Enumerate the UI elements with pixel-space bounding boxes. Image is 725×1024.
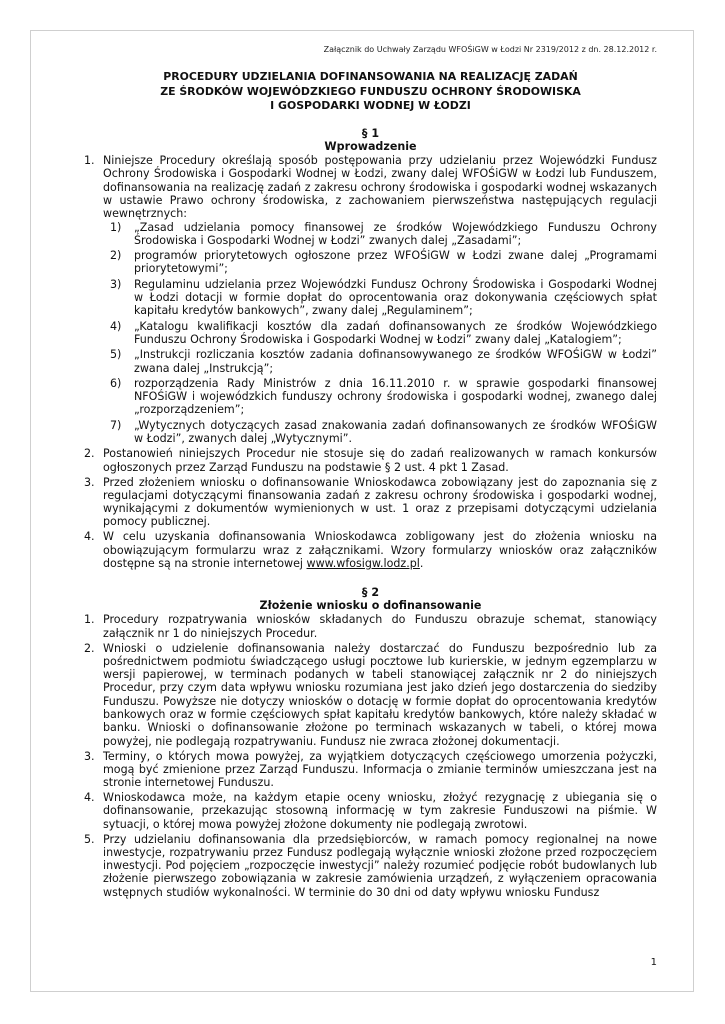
document-body — [84, 70, 657, 901]
item-text: Przed złożeniem wniosku o dofinansowanie Wnioskodawca zobowiązany jest do zapoznania się z regulacjami dotyczącymi finansowania zadań z zakresu ochrony środowiska i gospodarki wodnej, wynikającymi z dokumentów wymienionych w ust. 1 oraz z przepisami dotyczącymi udzielania pomocy publicznej. — [103, 475, 657, 529]
section-1-number: § 1 — [361, 126, 380, 140]
item-text: Przy udzielaniu dofinansowania dla przedsiębiorców, w ramach pomocy regionalnej na nowe inwestycje, rozpatrywaniu przez Fundusz podlegają wyłącznie wnioski złożone przed rozpoczęciem inwestycji. Pod pojęciem „rozpoczęcie inwestycji” należy rozumieć podjęcie robót budowlanych lub złożenie pierwszego zobowiązania w zakresie zamówienia urządzeń, z wyłączeniem opracowania wstępnych studiów wykonalności. W terminie do 30 dni od daty wpływu wniosku Fundusz — [103, 832, 657, 899]
item-number: 2. — [84, 641, 95, 655]
sub-item-number: 4) — [110, 319, 122, 333]
item-text: Procedury rozpatrywania wniosków składanych do Funduszu obrazuje schemat, stanowiący załącznik nr 1 do niniejszych Procedur. — [103, 613, 657, 640]
list-item — [84, 476, 657, 529]
sub-item-text: „Instrukcji rozliczania kosztów zadania dofinansowywanego ze środków WFOŚiGW w Łodzi” zwana dalej „Instrukcją”; — [134, 348, 657, 375]
document-title — [84, 70, 657, 114]
item-number: 4. — [84, 530, 95, 544]
list-item — [84, 750, 657, 790]
section-gap — [84, 572, 657, 586]
sub-list-item — [110, 348, 657, 375]
section-2-number: § 2 — [361, 585, 380, 599]
title-line-2: ZE ŚRODKÓW WOJEWÓDZKIEGO FUNDUSZU OCHRONY ŚRODOWISKA — [160, 84, 581, 98]
sub-item-number: 2) — [110, 249, 122, 263]
title-line-3: I GOSPODARKI WODNEJ W ŁODZI — [270, 99, 471, 112]
sub-list-item — [110, 377, 657, 417]
list-item — [84, 447, 657, 474]
item-text: Niniejsze Procedury określają sposób postępowania przy udzielaniu przez Wojewódzki Fundusz Ochrony Środowiska i Gospodarki Wodnej w Łodzi, zwany dalej WFOŚiGW w Łodzi lub Funduszem, dofinansowania na realizację zadań z zakresu ochrony środowiska i gospodarki wodnej wskazanych w ustawie Prawo ochrony środowiska, z zachowaniem pierwszeństwa następujących regulacji wewnętrznych: — [103, 154, 657, 221]
page-number: 1 — [650, 957, 657, 968]
sub-item-number: 5) — [110, 348, 122, 362]
list-item — [84, 154, 657, 445]
item-number: 5. — [84, 832, 95, 846]
header-note: Załącznik do Uchwały Zarządu WFOŚiGW w Łodzi Nr 2319/2012 z dn. 28.12.2012 r. — [323, 45, 657, 54]
sub-item-number: 7) — [110, 418, 122, 432]
list-item — [84, 613, 657, 640]
section-1-list — [84, 154, 657, 570]
sub-list-item — [110, 320, 657, 347]
item-number: 1. — [84, 613, 95, 627]
sub-list-item — [110, 249, 657, 276]
item-number: 3. — [84, 475, 95, 489]
item-number: 1. — [84, 154, 95, 168]
item-number: 3. — [84, 749, 95, 763]
list-item — [84, 642, 657, 748]
sub-item-text: programów priorytetowych ogłoszone przez WFOŚiGW w Łodzi zwane dalej „Programami priorytetowymi”; — [134, 249, 657, 276]
item-number: 4. — [84, 791, 95, 805]
item-text: W celu uzyskania dofinansowania Wnioskodawca zobligowany jest do złożenia wniosku na obowiązującym formularzu wraz z załącznikami. Wzory formularzy wniosków oraz załączników dostępne są na stronie internetowej — [103, 530, 657, 570]
sub-list-item — [110, 221, 657, 248]
item-text-end: . — [419, 556, 424, 570]
website-link[interactable]: www.wfosigw.lodz.pl — [306, 556, 420, 570]
section-2-heading — [84, 586, 657, 613]
sub-item-number: 6) — [110, 376, 122, 390]
section-2-list — [84, 613, 657, 899]
title-line-1: PROCEDURY UDZIELANIA DOFINANSOWANIA NA REALIZACJĘ ZADAŃ — [163, 70, 578, 83]
sub-list — [103, 221, 657, 446]
item-text: Terminy, o których mowa powyżej, za wyjątkiem dotyczących częściowego umorzenia pożyczki, mogą być zmienione przez Zarząd Funduszu. Informacja o zmianie terminów umieszczana jest na stronie internetowej Funduszu. — [103, 749, 657, 790]
sub-item-text: „Katalogu kwalifikacji kosztów dla zadań dofinansowanych ze środków Wojewódzkiego Funduszu Ochrony Środowiska i Gospodarki Wodnej w Łodzi” zwany dalej „Katalogiem”; — [134, 319, 657, 346]
list-item — [84, 833, 657, 899]
item-number: 2. — [84, 447, 95, 461]
sub-item-number: 3) — [110, 277, 122, 291]
sub-list-item — [110, 419, 657, 446]
item-text: Postanowień niniejszych Procedur nie stosuje się do zadań realizowanych w ramach konkursów ogłoszonych przez Zarząd Funduszu na podstawie § 2 ust. 4 pkt 1 Zasad. — [103, 447, 657, 474]
sub-item-text: Regulaminu udzielania przez Wojewódzki Fundusz Ochrony Środowiska i Gospodarki Wodnej w Łodzi dotacji w formie dopłat do oprocentowania oraz dokonywania częściowych spłat kapitału kredytów bankowych”, zwany dalej „Regulaminem”; — [134, 277, 657, 318]
section-2-name: Złożenie wniosku o dofinansowanie — [259, 599, 482, 613]
sub-item-number: 1) — [110, 220, 122, 234]
sub-item-text: „Wytycznych dotyczących zasad znakowania zadań dofinansowanych ze środków WFOŚiGW w Łodzi”, zwanych dalej „Wytycznymi”. — [134, 418, 657, 446]
list-item — [84, 791, 657, 831]
section-1-name: Wprowadzenie — [324, 139, 417, 153]
item-text: Wnioski o udzielenie dofinansowania należy dostarczać do Funduszu bezpośrednio lub za pośrednictwem podmiotu świadczącego usługi pocztowe lub kurierskie, w jednym egzemplarzu w wersji papierowej, w terminach podanych w tabeli stanowiącej załącznik nr 2 do niniejszych Procedur, przy czym data wpływu wniosku rozumiana jest jako dzień jego dostarczenia do siedziby Funduszu. Powyższe nie dotyczy wniosków o dotację w formie dopłat do oprocentowania kredytów bankowych oraz w formie częściowych spłat kapitału kredytów bankowych, które należy składać w banku. Wnioski o dofinansowanie złożone po terminach wskazanych w tabeli, o której mowa powyżej, nie podlegają rozpatrywaniu. Fundusz nie zwraca złożonej dokumentacji. — [103, 641, 657, 748]
list-item — [84, 530, 657, 570]
sub-item-text: „Zasad udzielania pomocy finansowej ze środków Wojewódzkiego Funduszu Ochrony Środowiska i Gospodarki Wodnej w Łodzi” zwanych dalej „Zasadami”; — [134, 220, 657, 247]
sub-item-text: rozporządzenia Rady Ministrów z dnia 16.11.2010 r. w sprawie gospodarki finansowej NFOŚiGW i wojewódzkich funduszy ochrony środowiska i gospodarki wodnej, zwanego dalej „rozporządzeniem”; — [134, 376, 657, 417]
sub-list-item — [110, 278, 657, 318]
section-1-heading — [84, 127, 657, 154]
item-text: Wnioskodawca może, na każdym etapie oceny wniosku, złożyć rezygnację z ubiegania się o dofinansowanie, przekazując stosowną informację w tym zakresie Funduszowi na piśmie. W sytuacji, o której mowa powyżej złożone dokumenty nie podlegają zwrotowi. — [103, 791, 657, 831]
